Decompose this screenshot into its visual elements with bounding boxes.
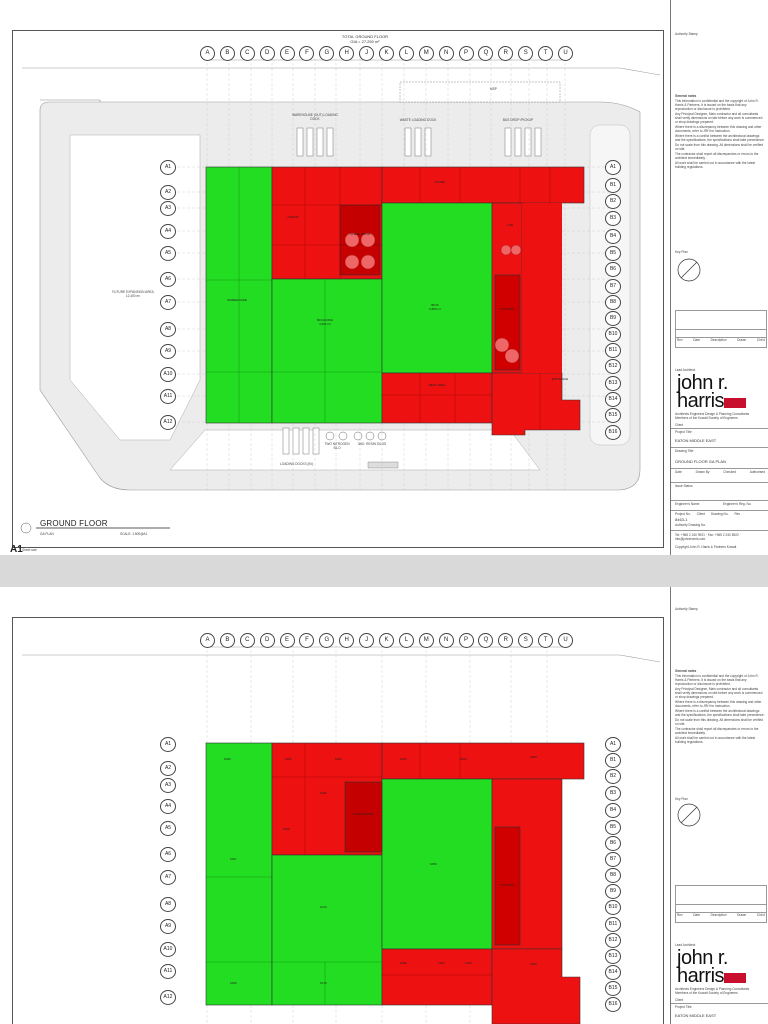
row-grid-bubble: B2: [605, 194, 621, 209]
copyright-footer: Copyright John R. Harris & Partners Kuwait: [675, 545, 737, 549]
column-grid-bubble: N: [439, 46, 454, 61]
row-grid-bubble: B4: [605, 229, 621, 244]
row-grid-bubble: B13: [605, 376, 621, 391]
room-code: 1050: [430, 862, 437, 866]
room-cleanroom: CLEAN ROOM: [349, 232, 371, 236]
company-heading: Lead Architect: [675, 943, 696, 947]
room-code: 1006: [283, 827, 290, 831]
revision-table: [675, 885, 767, 923]
key-plan-label: Key Plan: [675, 797, 688, 801]
column-grid-bubble: H: [339, 633, 354, 648]
row-grid-bubble: B1: [605, 753, 621, 768]
room-lab: LAB: [507, 223, 513, 227]
general-notes-heading: General notes: [675, 669, 697, 673]
column-grid-bubble: S: [518, 633, 533, 648]
resin-silos-label: 3NO. RESIN SILOS: [357, 442, 387, 446]
drawing-fields: [675, 470, 765, 474]
engineers-name-label: Engineer's Name: [675, 502, 700, 506]
general-note: Any Principal Designer, Main contractor and all consultants shall verify dimensions on site before any work is commenced or shop drawings prepared.: [675, 112, 763, 124]
project-title-label: Project Title: [675, 1005, 692, 1009]
client-label: Client: [675, 423, 684, 427]
row-grid-bubble: A7: [160, 870, 176, 885]
row-grid-bubble: B11: [605, 917, 621, 932]
row-grid-bubble: A10: [160, 942, 176, 957]
total-area-title: TOTAL GROUND FLOOR GIA = 27,250 m²: [341, 34, 389, 44]
row-grid-bubble: A9: [160, 344, 176, 359]
row-grid-bubble: B3: [605, 786, 621, 801]
row-grid-bubble: A4: [160, 224, 176, 239]
room-code: 1007: [230, 857, 237, 861]
room-office: OFFICE: [287, 215, 299, 219]
row-grid-bubble: A1: [605, 737, 621, 752]
room-moulding: MOULDING 3,500 m²: [316, 318, 334, 326]
room-warehouse: WAREHOUSE: [227, 298, 247, 302]
general-note: All work shall be carried out in accordance with the latest building regulations.: [675, 161, 756, 169]
logo-subtitle: Architects Engineers Design & Planning Consultants Members of the Kuwait Society of Engineers: [675, 412, 750, 420]
general-note: Where there is a conflict between the architectural drawings and the specifications, the specifications shall take precedence.: [675, 134, 765, 142]
floor-plan-svg: [0, 587, 670, 1024]
row-grid-bubble: A8: [160, 322, 176, 337]
row-grid-bubble: B13: [605, 949, 621, 964]
general-note: All work shall be carried out in accordance with the latest building regulations.: [675, 736, 756, 744]
column-grid-bubble: C: [240, 46, 255, 61]
column-grid-bubble: Q: [478, 46, 493, 61]
north-arrow-icon: [675, 256, 705, 286]
general-note: This information is confidential and the copyright of John R. Harris & Partners. It is issued on the basis that any reproduction or disclosure is prohibited.: [675, 674, 759, 686]
row-grid-bubble: B11: [605, 343, 621, 358]
row-grid-bubble: A11: [160, 964, 176, 979]
column-grid-bubble: U: [558, 46, 573, 61]
column-grid-bubble: U: [558, 633, 573, 648]
column-grid-bubble: D: [260, 633, 275, 648]
row-grid-bubble: B16: [605, 425, 621, 440]
general-note: Where there is a discrepancy between this drawing and other documents, refer to JRH for instruction.: [675, 700, 762, 708]
logo-subtitle: Architects Engineers Design & Planning Consultants Members of the Kuwait Society of Engineers: [675, 987, 750, 995]
row-grid-bubble: B10: [605, 900, 621, 915]
row-grid-bubble: B5: [605, 246, 621, 261]
row-grid-bubble: B14: [605, 392, 621, 407]
column-grid-bubble: P: [459, 46, 474, 61]
room-code: 1005: [320, 791, 327, 795]
general-note: Do not scale from this drawing. All dimensions shall be verified on site.: [675, 718, 764, 726]
room-utilities: UTILITIES: [499, 307, 514, 311]
column-grid-bubble: N: [439, 633, 454, 648]
row-grid-bubble: A12: [160, 990, 176, 1005]
row-grid-bubble: B15: [605, 408, 621, 423]
row-grid-bubble: B10: [605, 327, 621, 342]
column-grid-bubble: A: [200, 633, 215, 648]
general-note: The contractor shall report all discrepancies or errors to the architect immediately.: [675, 152, 759, 160]
company-logo: john r. harris: [677, 374, 746, 410]
waste-dock-label: WASTE LOADING DOCK: [399, 118, 437, 122]
general-note: Where there is a discrepancy between this drawing and other documents, refer to JRH for instruction.: [675, 125, 762, 133]
scale-text: SCALE: 1:500@A1: [120, 532, 148, 536]
drawing-title-label: Drawing Title: [675, 449, 694, 453]
row-grid-bubble: A4: [160, 799, 176, 814]
column-grid-bubble: T: [538, 633, 553, 648]
column-grid-bubble: F: [299, 46, 314, 61]
column-grid-bubble: R: [498, 633, 513, 648]
column-grid-bubble: L: [399, 46, 414, 61]
room-code: 1200: [465, 961, 472, 965]
row-grid-bubble: A1: [160, 160, 176, 175]
column-grid-bubble: L: [399, 633, 414, 648]
sheet-size: A1: [10, 544, 23, 555]
column-grid-bubble: K: [379, 46, 394, 61]
row-grid-bubble: B14: [605, 965, 621, 980]
project-title: EATON MIDDLE EAST: [675, 438, 717, 443]
room-code: 1004: [460, 757, 467, 761]
row-grid-bubble: A2: [160, 761, 176, 776]
row-grid-bubble: A6: [160, 272, 176, 287]
column-grid-bubble: J: [359, 633, 374, 648]
row-grid-bubble: A5: [160, 821, 176, 836]
room-code: 1002: [335, 757, 342, 761]
general-notes-list: [675, 674, 765, 745]
client-label: Client: [675, 998, 684, 1002]
drawing-field-label: Drawn By: [695, 470, 710, 474]
row-grid-bubble: A7: [160, 295, 176, 310]
company-logo: john r. harris: [677, 949, 746, 985]
general-note: Any Principal Designer, Main contractor and all consultants shall verify dimensions on site before any work is commenced or shop drawings prepared.: [675, 687, 763, 699]
project-fields-row: Project No. Client Drawing No. Rev: [675, 512, 741, 516]
column-grid-bubble: R: [498, 46, 513, 61]
row-grid-bubble: B8: [605, 868, 621, 883]
column-grid-bubble: A: [200, 46, 215, 61]
revision-table: [675, 310, 767, 348]
revision-header: Description: [710, 338, 727, 342]
future-expansion-label: FUTURE EXPANSION AREA 12,400 m²: [112, 290, 154, 298]
column-grid-bubble: E: [280, 633, 295, 648]
row-grid-bubble: B6: [605, 836, 621, 851]
general-notes-list: [675, 99, 765, 170]
revision-header: Chk'd: [756, 338, 765, 342]
row-grid-bubble: B7: [605, 852, 621, 867]
bus-drop-label: BUS DROP /PICKUP: [502, 118, 534, 122]
drawing-title: GROUND FLOOR: [40, 519, 108, 528]
row-grid-bubble: A1: [605, 160, 621, 175]
drawing-field-label: Checked: [723, 470, 736, 474]
room-entrance: ENTRANCE: [551, 377, 569, 381]
general-note: This information is confidential and the copyright of John R. Harris & Partners. It is issued on the basis that any reproduction or disclosure is prohibited.: [675, 99, 759, 111]
column-grid-bubble: E: [280, 46, 295, 61]
row-grid-bubble: A11: [160, 389, 176, 404]
titleblock-drawing-title: GROUND FLOOR GA PLAN: [675, 459, 726, 464]
column-grid-bubble: K: [379, 633, 394, 648]
row-grid-bubble: A2: [160, 185, 176, 200]
row-grid-bubble: B1: [605, 178, 621, 193]
row-grid-bubble: A1: [160, 737, 176, 752]
row-grid-bubble: B9: [605, 311, 621, 326]
warehouse-dock-label: WAREHOUSE (OUT) LOADING DOCK: [292, 113, 338, 121]
row-grid-bubble: B2: [605, 769, 621, 784]
room-utilities: UTILITIES: [499, 883, 514, 887]
room-code: 1003: [400, 757, 407, 761]
row-grid-bubble: A3: [160, 778, 176, 793]
key-plan-label: Key Plan: [675, 250, 688, 254]
row-grid-bubble: A10: [160, 367, 176, 382]
general-note: The contractor shall report all discrepancies or errors to the architect immediately.: [675, 727, 759, 735]
row-grid-bubble: B9: [605, 884, 621, 899]
revision-headers: [677, 913, 765, 917]
title-block: [670, 0, 768, 555]
column-grid-bubble: G: [319, 46, 334, 61]
drawing-field-label: Date: [675, 470, 682, 474]
north-arrow-icon: [675, 801, 705, 831]
revision-header: Rev: [677, 338, 683, 342]
column-grid-bubble: J: [359, 46, 374, 61]
general-note: Where there is a conflict between the architectural drawings and the specifications, the specifications shall take precedence.: [675, 709, 765, 717]
issue-status-label: Issue Status: [675, 484, 693, 488]
row-grid-bubble: B12: [605, 933, 621, 948]
column-grid-bubble: F: [299, 633, 314, 648]
row-grid-bubble: B4: [605, 803, 621, 818]
authority-drawing-label: Authority Drawing No.: [675, 523, 707, 527]
revision-header: Drawn: [737, 338, 747, 342]
msp-label: MSP: [490, 87, 497, 91]
authority-stamp: Authority Stamp: [675, 607, 698, 611]
revision-headers: [677, 338, 765, 342]
row-grid-bubble: B7: [605, 279, 621, 294]
project-title-label: Project Title: [675, 430, 692, 434]
drawing-sheet-2: [0, 587, 768, 1024]
column-grid-bubble: S: [518, 46, 533, 61]
column-grid-bubble: G: [319, 633, 334, 648]
sheet-size-note: Sheet size: [22, 548, 37, 552]
room-code: 1060: [230, 981, 237, 985]
row-grid-bubble: B12: [605, 359, 621, 374]
row-grid-bubble: A6: [160, 847, 176, 862]
row-grid-bubble: B5: [605, 820, 621, 835]
column-grid-bubble: D: [260, 46, 275, 61]
revision-header: Date: [693, 913, 700, 917]
column-grid-bubble: M: [419, 46, 434, 61]
row-grid-bubble: B6: [605, 262, 621, 277]
general-notes-heading: General notes: [675, 94, 697, 98]
company-heading: Lead Architect: [675, 368, 696, 372]
engineers-reg-label: Engineer's Reg. No.: [723, 502, 752, 506]
room-code: 1100: [438, 961, 445, 965]
revision-header: Date: [693, 338, 700, 342]
column-grid-bubble: B: [220, 46, 235, 61]
room-store: STORE: [434, 180, 446, 184]
title-block: [670, 587, 768, 1024]
room-code: 1000: [224, 757, 231, 761]
row-grid-bubble: B16: [605, 997, 621, 1012]
drawing-field-label: Authorised: [749, 470, 765, 474]
contact-footer: Tel: +965 2 240 9921 · Fax: +965 2 240 8922 · info@johnrharris.com: [675, 533, 741, 541]
room-rest: REST AREA: [428, 383, 446, 387]
column-grid-bubble: P: [459, 633, 474, 648]
room-cleanroom: CLEAN ROOM: [352, 812, 374, 816]
loading-docks-in-label: LOADING DOCKS (IN): [280, 462, 313, 466]
column-grid-bubble: T: [538, 46, 553, 61]
nitrogen-silo-label: TWO NITROGEN SILO: [324, 442, 350, 450]
project-no: 8463-1: [675, 517, 688, 522]
column-grid-bubble: M: [419, 633, 434, 648]
row-grid-bubble: B8: [605, 295, 621, 310]
column-grid-bubble: B: [220, 633, 235, 648]
room-code: 1400: [530, 962, 537, 966]
row-grid-bubble: A3: [160, 201, 176, 216]
row-grid-bubble: A5: [160, 246, 176, 261]
room-code: 1090: [400, 961, 407, 965]
authority-stamp: Authority Stamp: [675, 32, 698, 36]
room-code: 1001: [285, 757, 292, 761]
row-grid-bubble: A8: [160, 897, 176, 912]
room-code: 1010: [320, 905, 327, 909]
room-bios: BIOS 5,800 m²: [429, 303, 441, 311]
revision-header: Rev: [677, 913, 683, 917]
room-code: 1300: [530, 755, 537, 759]
column-grid-bubble: H: [339, 46, 354, 61]
column-grid-bubble: C: [240, 633, 255, 648]
revision-header: Chk'd: [756, 913, 765, 917]
row-grid-bubble: A9: [160, 919, 176, 934]
row-grid-bubble: A12: [160, 415, 176, 430]
project-title: EATON MIDDLE EAST: [675, 1013, 717, 1018]
room-code: 1070: [320, 981, 327, 985]
row-grid-bubble: B15: [605, 981, 621, 996]
revision-header: Drawn: [737, 913, 747, 917]
column-grid-bubble: Q: [478, 633, 493, 648]
row-grid-bubble: B3: [605, 211, 621, 226]
revision-header: Description: [710, 913, 727, 917]
general-note: Do not scale from this drawing. All dimensions shall be verified on site.: [675, 143, 764, 151]
drawing-subtitle: GA PLAN: [40, 532, 54, 536]
site-plan-svg: [0, 0, 670, 555]
